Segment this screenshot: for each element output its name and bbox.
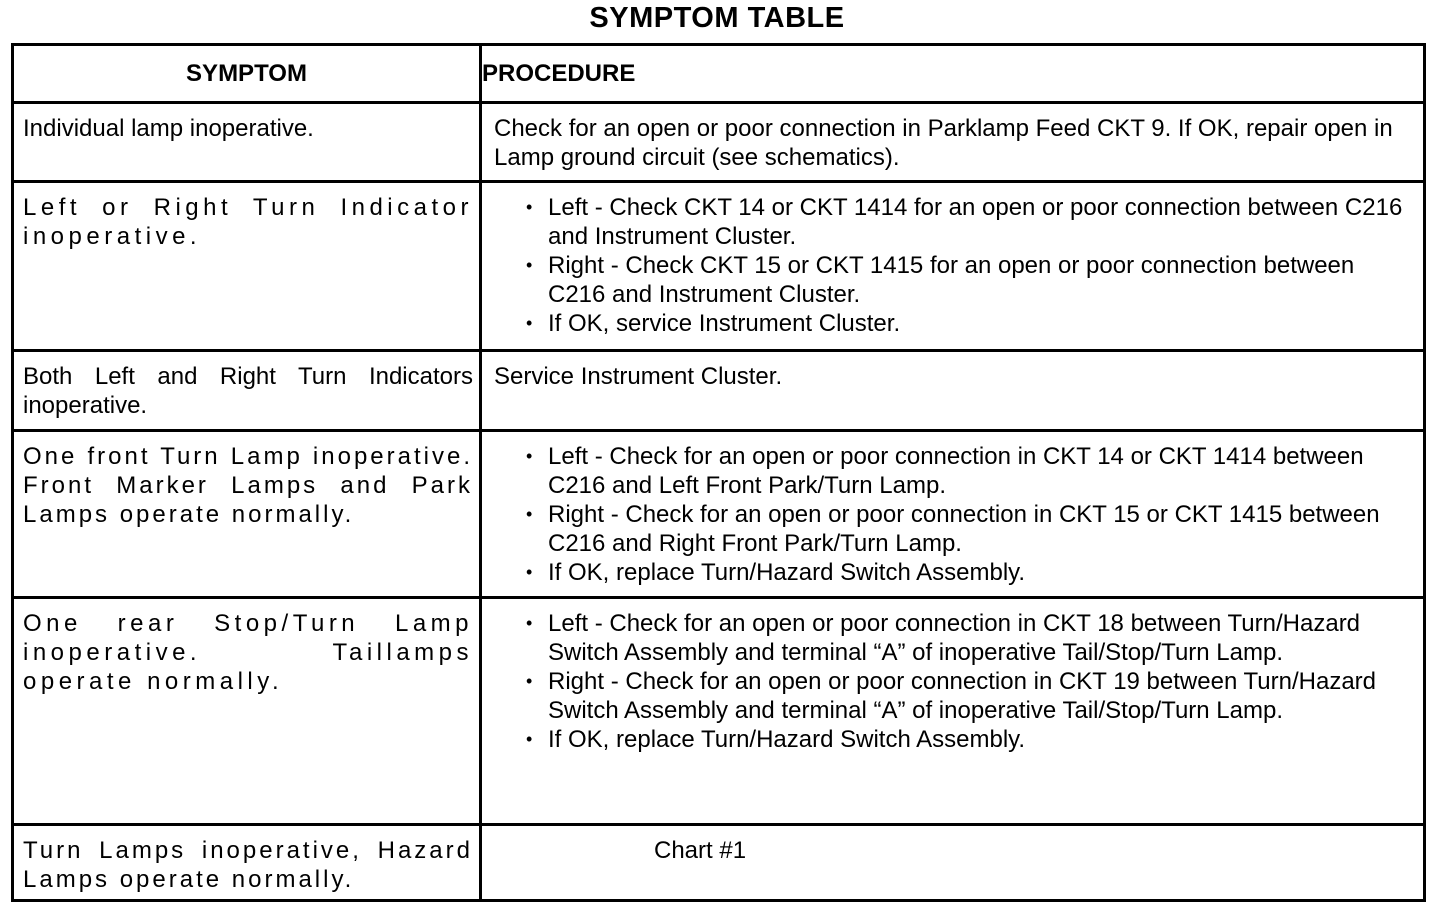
list-item: • Left - Check for an open or poor connection in CKT 18 between Turn/Hazard Switch Assembly and terminal “A” of inoperative Tail/Stop/Turn Lamp. [526,609,1413,667]
procedure-list [494,193,1413,338]
list-item: • If OK, service Instrument Cluster. [526,309,1413,338]
table-row [13,103,1425,182]
list-item: • Right - Check CKT 15 or CKT 1415 for an open or poor connection between C216 and Instrument Cluster. [526,251,1413,309]
procedure-cell [481,825,1425,901]
procedure-cell [481,431,1425,598]
table-row [13,182,1425,351]
procedure-list [494,609,1413,754]
symptom-cell: Turn Lamps inoperative, Hazard Lamps operate normally. [13,825,481,901]
table-row [13,431,1425,598]
column-header-symptom: SYMPTOM [13,45,481,103]
table-header-row [13,45,1425,103]
page-title: SYMPTOM TABLE [589,2,845,34]
chart-reference: Chart #1 [654,837,747,864]
procedure-cell [481,598,1425,825]
symptom-cell: One rear Stop/Turn Lamp inoperative. Taillamps operate normally. [13,598,481,825]
procedure-cell: Service Instrument Cluster. [481,351,1425,431]
procedure-list [494,442,1413,587]
list-item: • Right - Check for an open or poor connection in CKT 19 between Turn/Hazard Switch Assembly and terminal “A” of inoperative Tail/Stop/Turn Lamp. [526,667,1413,725]
table-row [13,825,1425,901]
column-header-procedure: PROCEDURE [481,45,1425,103]
table-row [13,598,1425,825]
procedure-cell: Check for an open or poor connection in Parklamp Feed CKT 9. If OK, repair open in Lamp ground circuit (see schematics). [481,103,1425,182]
list-item: • Left - Check for an open or poor connection in CKT 14 or CKT 1414 between C216 and Left Front Park/Turn Lamp. [526,442,1413,500]
symptom-cell: Both Left and Right Turn Indicators inoperative. [13,351,481,431]
list-item: • Right - Check for an open or poor connection in CKT 15 or CKT 1415 between C216 and Right Front Park/Turn Lamp. [526,500,1413,558]
list-item: • If OK, replace Turn/Hazard Switch Assembly. [526,558,1413,587]
symptom-table [11,43,1426,902]
list-item: • If OK, replace Turn/Hazard Switch Assembly. [526,725,1413,754]
procedure-cell [481,182,1425,351]
list-item: • Left - Check CKT 14 or CKT 1414 for an open or poor connection between C216 and Instrument Cluster. [526,193,1413,251]
symptom-cell: One front Turn Lamp inoperative. Front Marker Lamps and Park Lamps operate normally. [13,431,481,598]
symptom-cell: Left or Right Turn Indicator inoperative. [13,182,481,351]
table-row [13,351,1425,431]
symptom-cell: Individual lamp inoperative. [13,103,481,182]
